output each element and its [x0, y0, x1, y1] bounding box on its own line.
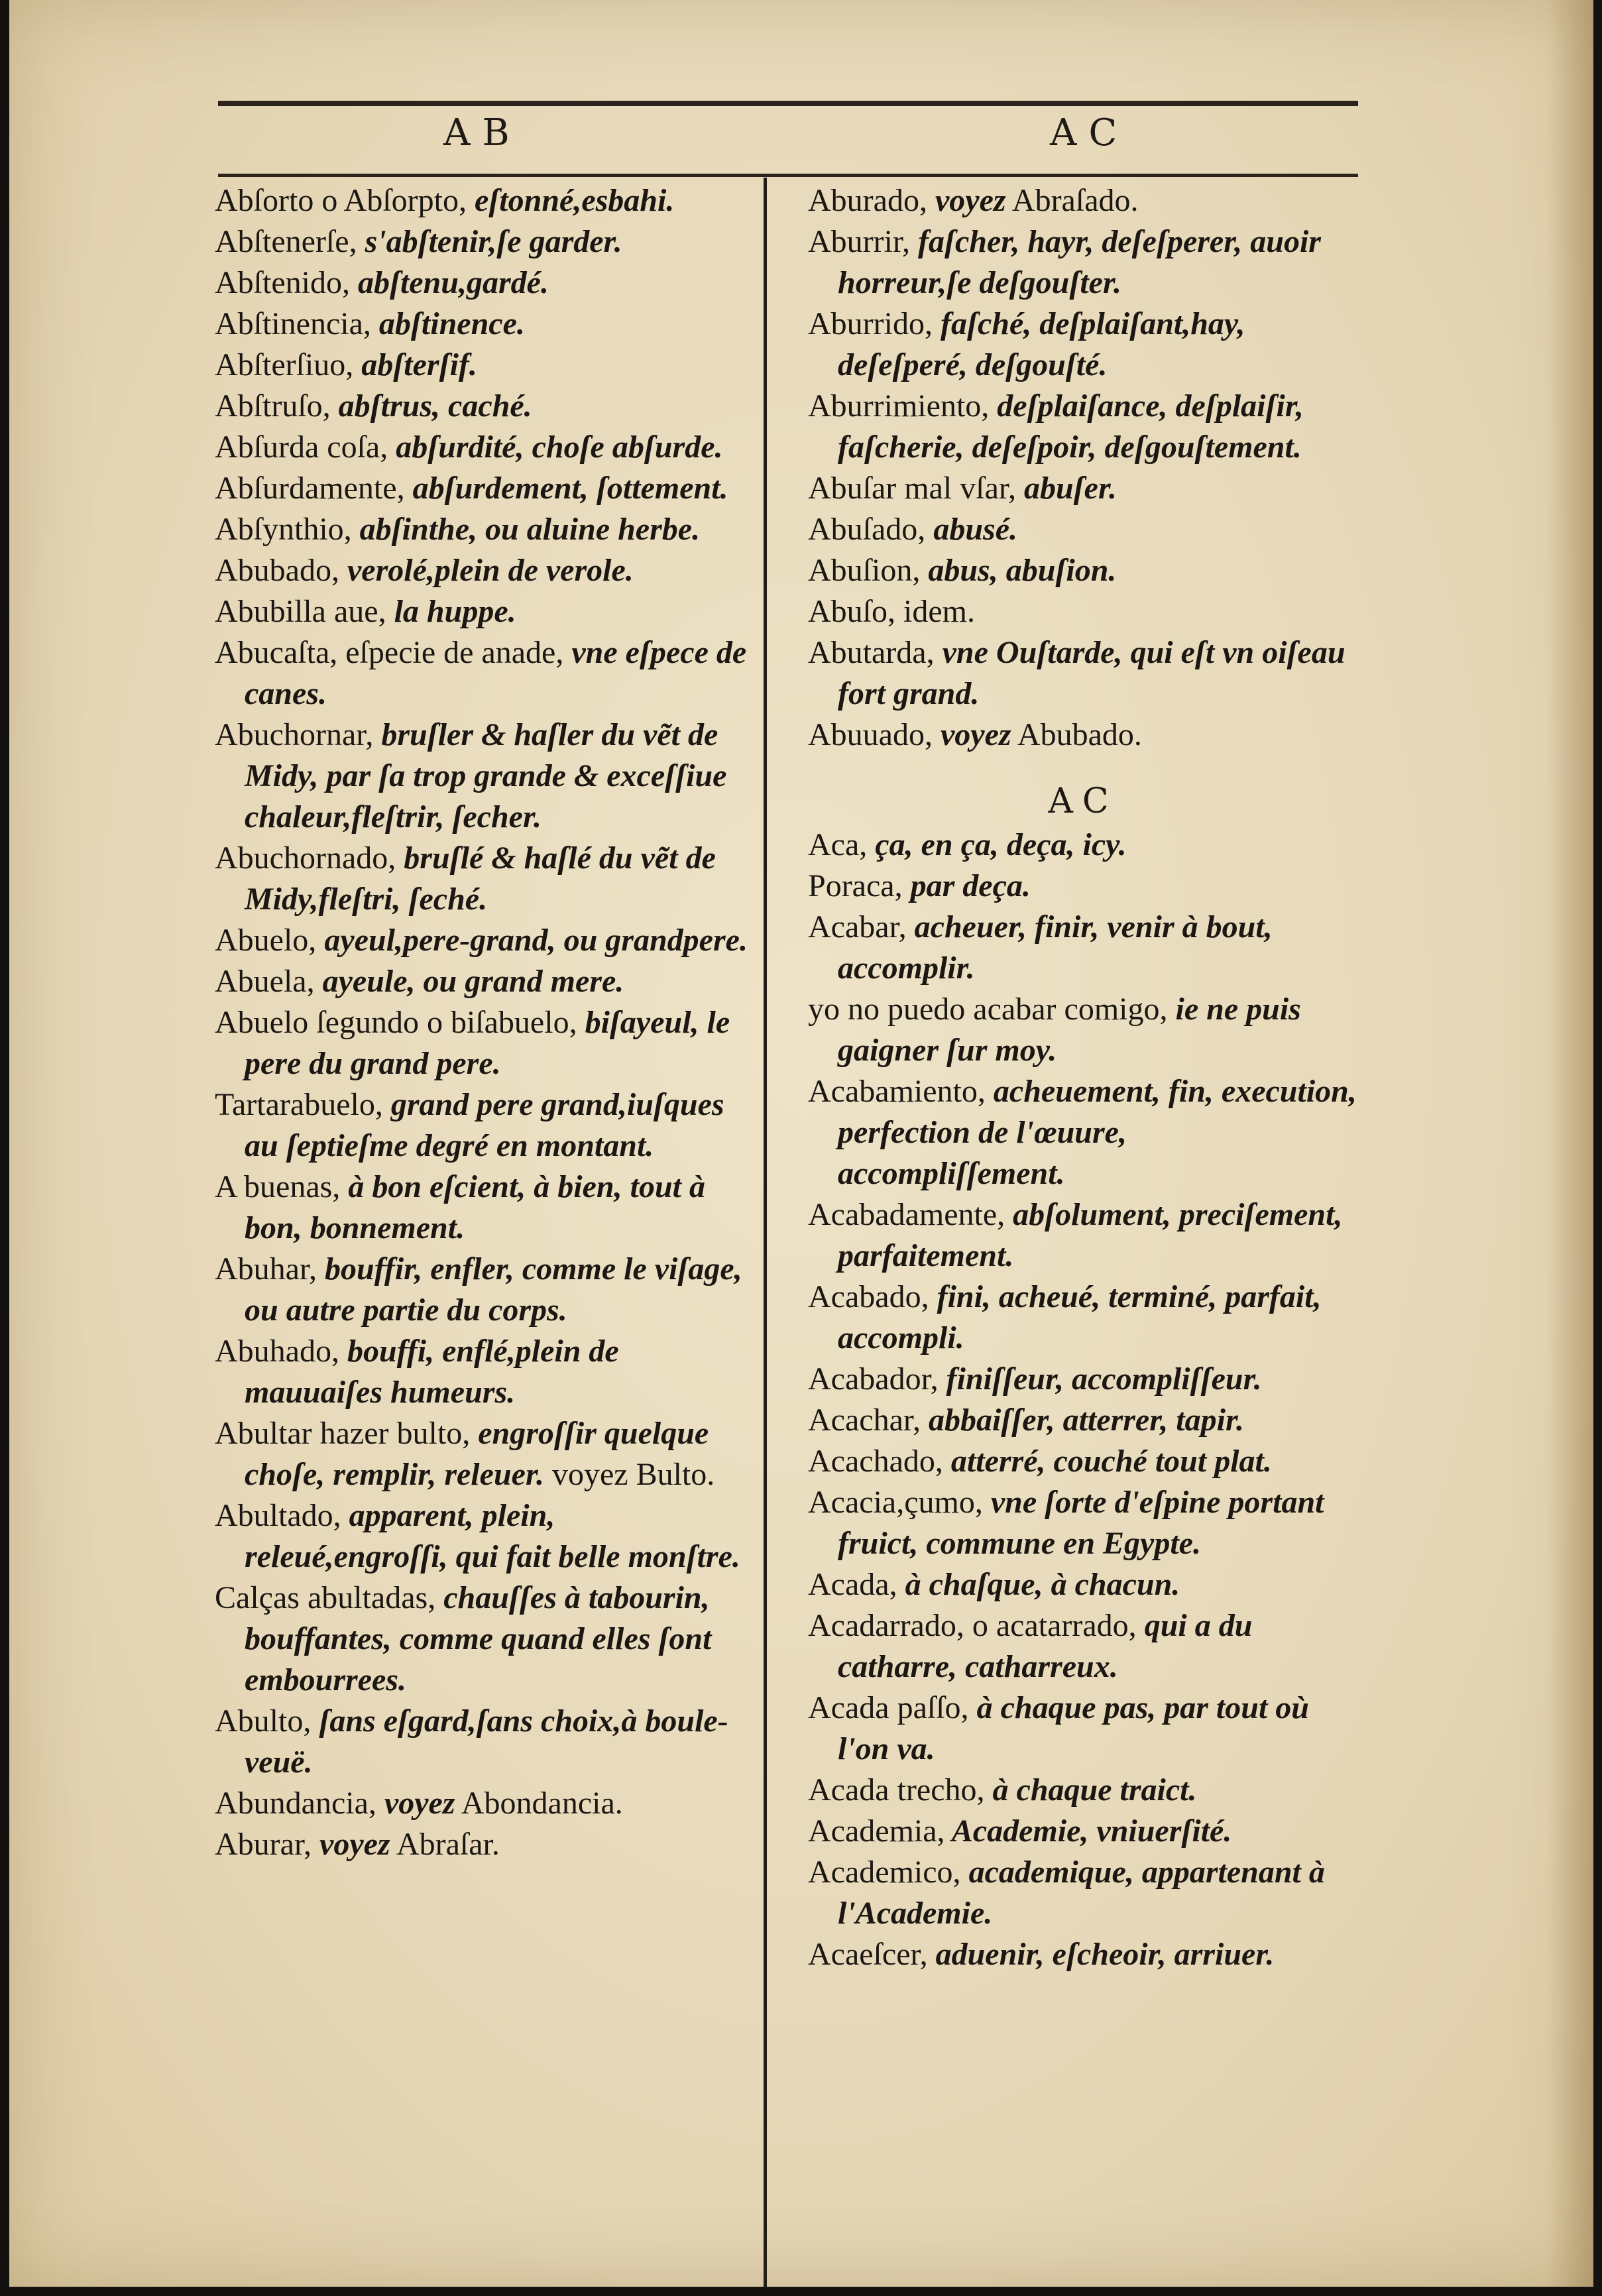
dictionary-entry — [808, 386, 1358, 468]
entry-gloss: par deça. — [902, 868, 1031, 903]
entry-gloss: qui a du catharre, catharreux. — [838, 1608, 1253, 1684]
entry-gloss: abus, abuſion. — [920, 553, 1117, 588]
entry-gloss: atterré, couché tout plat. — [943, 1444, 1272, 1479]
entry-headword: Abuſado, — [808, 512, 926, 547]
entry-headword: Abuchornar, — [215, 717, 374, 752]
entry-headword: Aburrido, — [808, 306, 933, 341]
entry-headword: Abuſion, — [808, 553, 921, 588]
entry-headword: Academia, — [808, 1813, 945, 1849]
dictionary-entry — [215, 1824, 758, 1865]
entry-gloss: abſurdité, choſe abſurde. — [388, 430, 723, 465]
dictionary-entry — [215, 1002, 758, 1084]
dictionary-entry — [808, 1359, 1358, 1400]
entry-cross-reference: Abraſado. — [1005, 183, 1139, 218]
entry-gloss: vne eſpece de canes. — [245, 635, 747, 711]
right-column-ac-entries — [808, 825, 1358, 1975]
dictionary-entry — [215, 1331, 758, 1413]
entry-gloss: fini, acheué, terminé, parfait, accompli. — [838, 1279, 1322, 1355]
dictionary-entry — [808, 1688, 1358, 1770]
entry-gloss: biſayeul, le pere du grand pere. — [245, 1005, 730, 1081]
entry-headword: Abuuado, — [808, 717, 933, 752]
dictionary-entry — [215, 468, 758, 509]
entry-gloss: finiſſeur, accompliſſeur. — [938, 1361, 1262, 1397]
dictionary-entry — [808, 866, 1358, 907]
entry-gloss: abſinthe, ou aluine herbe. — [351, 512, 701, 547]
dictionary-entry — [808, 1482, 1358, 1564]
entry-headword: Abubilla aue, — [215, 594, 386, 629]
entry-headword: Acaeſcer, — [808, 1937, 928, 1972]
entry-cross-reference: Abondancia. — [455, 1786, 623, 1821]
left-column — [215, 180, 758, 1865]
entry-headword: Abucaſta, eſpecie de anade, — [215, 635, 564, 670]
entry-gloss: bouffi, enflé,plein de mauuaiſes humeurs. — [245, 1334, 619, 1410]
entry-gloss: voyez — [932, 717, 1011, 752]
entry-gloss: bouffir, enfler, comme le viſage, ou autre partie du corps. — [245, 1251, 742, 1328]
entry-headword: Acacia,çumo, — [808, 1485, 983, 1520]
dictionary-entry — [215, 920, 758, 961]
entry-gloss: voyez — [312, 1827, 390, 1862]
entry-gloss: deſplaiſance, deſplaiſir, faſcherie, deſeſpoir, deſgouſtement. — [838, 388, 1304, 465]
dictionary-entry — [808, 1277, 1358, 1359]
entry-gloss: vne ſorte d'eſpine portant fruict, commune en Egypte. — [838, 1485, 1324, 1561]
dictionary-entry — [215, 221, 758, 262]
dictionary-entry — [808, 1194, 1358, 1277]
entry-headword: Abuchornado, — [215, 840, 396, 876]
entry-headword: Aburrimiento, — [808, 388, 990, 424]
entry-headword: Abſorto o Abſorpto, — [215, 183, 467, 218]
running-head-left: AB — [443, 111, 522, 154]
dictionary-entry — [808, 1852, 1358, 1934]
entry-gloss: abbaiſſer, atterrer, tapir. — [920, 1403, 1244, 1438]
dictionary-entry — [215, 427, 758, 468]
dictionary-entry — [215, 1701, 758, 1783]
dictionary-entry — [215, 345, 758, 386]
entry-gloss: abſurdement, ſottement. — [404, 471, 728, 506]
entry-headword: Abundancia, — [215, 1786, 376, 1821]
entry-headword: Abſterſiuo, — [215, 347, 354, 382]
header-underline-rule — [218, 174, 1358, 177]
dictionary-entry — [808, 907, 1358, 989]
entry-gloss: abſtenu,gardé. — [349, 265, 549, 300]
dictionary-entry — [215, 386, 758, 427]
entry-gloss: ça, en ça, deça, icy. — [867, 827, 1127, 862]
entry-gloss: bruſlé & haſlé du vẽt de Midy,fleſtri, ſeché. — [245, 840, 716, 917]
entry-gloss: ayeul,pere-grand, ou grandpere. — [316, 923, 748, 958]
dictionary-entry — [808, 1564, 1358, 1605]
dictionary-entry — [215, 304, 758, 345]
entry-headword: Acabadamente, — [808, 1197, 1005, 1232]
entry-headword: Aburado, — [808, 183, 927, 218]
dictionary-entry — [215, 1578, 758, 1701]
entry-headword: Aburrir, — [808, 224, 911, 259]
entry-gloss: faſcher, hayr, deſeſperer, auoir horreur,ſe deſgouſter. — [838, 224, 1321, 300]
entry-gloss: abſolument, preciſement, parfaitement. — [838, 1197, 1343, 1273]
entry-headword: Acadarrado, o acatarrado, — [808, 1608, 1137, 1643]
section-heading-ac: AC — [1048, 781, 1118, 821]
dictionary-entry — [808, 1441, 1358, 1482]
entry-gloss: la huppe. — [386, 594, 516, 629]
dictionary-entry — [215, 180, 758, 221]
entry-gloss: grand pere grand,iuſques au ſeptieſme degré en montant. — [245, 1087, 724, 1163]
entry-cross-reference: voyez Bulto. — [544, 1457, 715, 1492]
entry-headword: Acabamiento, — [808, 1074, 986, 1109]
running-head-right: AC — [1050, 111, 1129, 154]
dictionary-entry — [808, 1605, 1358, 1688]
entry-headword: Aca, — [808, 827, 868, 862]
entry-headword: Abuelo ſegundo o biſabuelo, — [215, 1005, 577, 1040]
dictionary-entry — [808, 180, 1358, 221]
entry-headword: Acada paſſo, — [808, 1690, 969, 1725]
entry-gloss: voyez — [376, 1786, 455, 1821]
entry-headword: Academico, — [808, 1855, 961, 1890]
entry-headword: Abſynthio, — [215, 512, 352, 547]
dictionary-entry — [808, 550, 1358, 591]
entry-headword: Acachado, — [808, 1444, 943, 1479]
entry-gloss: engroſſir quelque choſe, remplir, releuer. — [245, 1416, 709, 1492]
entry-headword: Abſtenerſe, — [215, 224, 357, 259]
entry-gloss: à bon eſcient, à bien, tout à bon, bonnement. — [245, 1169, 705, 1245]
dictionary-entry — [808, 304, 1358, 386]
dictionary-entry — [808, 509, 1358, 550]
dictionary-entry — [215, 632, 758, 715]
entry-headword: Abuſar mal vſar, — [808, 471, 1016, 506]
right-column — [808, 180, 1358, 1975]
entry-gloss: eſtonné,esbahi. — [467, 183, 675, 218]
entry-gloss: abſtinence. — [371, 306, 525, 341]
entry-gloss: vne Ouſtarde, qui eſt vn oiſeau fort grand. — [838, 635, 1345, 711]
dictionary-entry — [808, 468, 1358, 509]
entry-headword: Abſtenido, — [215, 265, 350, 300]
entry-gloss: abuſer. — [1015, 471, 1117, 506]
entry-gloss: ayeule, ou grand mere. — [314, 964, 624, 999]
entry-headword: Acada trecho, — [808, 1772, 985, 1808]
dictionary-entry — [215, 838, 758, 920]
entry-headword: Abuela, — [215, 964, 315, 999]
entry-gloss: verolé,plein de verole. — [339, 553, 634, 588]
entry-gloss: à chaſque, à chacun. — [897, 1567, 1180, 1602]
entry-gloss: Academie, vniuerſité. — [944, 1813, 1232, 1849]
entry-headword: Abſtinencia, — [215, 306, 371, 341]
dictionary-entry — [808, 1934, 1358, 1975]
entry-headword: Acachar, — [808, 1403, 921, 1438]
entry-gloss: faſché, deſplaiſant,hay, deſeſperé, deſgouſté. — [838, 306, 1245, 382]
entry-headword: Abuelo, — [215, 923, 317, 958]
entry-headword: Abſurdamente, — [215, 471, 405, 506]
dictionary-entry — [215, 1783, 758, 1824]
entry-gloss: ſans eſgard,ſans choix,à boule- veuë. — [245, 1703, 728, 1780]
book-page — [9, 0, 1593, 2287]
entry-gloss: voyez — [927, 183, 1006, 218]
dictionary-entry — [215, 1167, 758, 1249]
dictionary-entry — [215, 1084, 758, 1167]
entry-gloss: bruſler & haſler du vẽt de Midy, par ſa trop grande & exceſſiue chaleur,fleſtrir, ſecher. — [245, 717, 727, 834]
entry-gloss: abſterſif. — [353, 347, 477, 382]
entry-gloss: à chaque traict. — [984, 1772, 1197, 1808]
dictionary-entry — [808, 825, 1358, 866]
dictionary-entry — [808, 221, 1358, 304]
entry-headword: Abuſo, idem. — [808, 594, 975, 629]
entry-gloss: academique, appartenant à l'Academie. — [838, 1855, 1325, 1931]
entry-headword: Abubado, — [215, 553, 339, 588]
right-column-ab-entries — [808, 180, 1358, 756]
dictionary-entry — [808, 591, 1358, 632]
dictionary-entry — [215, 1249, 758, 1331]
entry-headword: Abutarda, — [808, 635, 935, 670]
entry-gloss: ie ne puis gaigner ſur moy. — [838, 992, 1301, 1068]
entry-headword: yo no puedo acabar comigo, — [808, 992, 1168, 1027]
entry-headword: Tartarabuelo, — [215, 1087, 383, 1122]
entry-gloss: aduenir, eſcheoir, arriuer. — [927, 1937, 1275, 1972]
entry-headword: Abuhar, — [215, 1251, 317, 1287]
entry-gloss: acheuer, finir, venir à bout, accomplir. — [838, 909, 1273, 986]
entry-headword: Abſurda coſa, — [215, 430, 388, 465]
entry-headword: A buenas, — [215, 1169, 341, 1204]
dictionary-entry — [215, 1413, 758, 1495]
dictionary-entry — [808, 1400, 1358, 1441]
page-gutter-shadow — [1547, 0, 1593, 2287]
dictionary-entry — [215, 591, 758, 632]
dictionary-entry — [215, 961, 758, 1002]
dictionary-entry — [808, 989, 1358, 1071]
header-rule — [218, 101, 1358, 106]
entry-gloss: s'abſtenir,ſe garder. — [357, 224, 622, 259]
entry-headword: Acabado, — [808, 1279, 929, 1314]
dictionary-entry — [215, 550, 758, 591]
entry-headword: Abultar hazer bulto, — [215, 1416, 471, 1451]
dictionary-entry — [808, 1770, 1358, 1811]
dictionary-entry — [808, 632, 1358, 715]
entry-gloss: à chaque pas, par tout où l'on va. — [838, 1690, 1309, 1766]
entry-headword: Acada, — [808, 1567, 897, 1602]
entry-cross-reference: Abraſar. — [390, 1827, 500, 1862]
entry-cross-reference: Abubado. — [1011, 717, 1142, 752]
entry-headword: Calças abultadas, — [215, 1580, 436, 1615]
entry-gloss: abusé. — [925, 512, 1017, 547]
dictionary-entry — [215, 715, 758, 838]
entry-gloss: abſtrus, caché. — [330, 388, 532, 424]
entry-headword: Acabador, — [808, 1361, 939, 1397]
entry-headword: Poraca, — [808, 868, 903, 903]
dictionary-entry — [215, 509, 758, 550]
dictionary-entry — [808, 715, 1358, 756]
entry-headword: Abuhado, — [215, 1334, 339, 1369]
column-divider — [764, 178, 767, 2287]
entry-gloss: chauſſes à tabourin, bouffantes, comme quand elles ſont embourrees. — [245, 1580, 712, 1697]
entry-gloss: acheuement, fin, execution, perfection de l'œuure, accompliſſement. — [838, 1074, 1357, 1191]
entry-headword: Abultado, — [215, 1498, 341, 1533]
dictionary-entry — [808, 1811, 1358, 1852]
entry-gloss: apparent, plein, releué,engroſſi, qui fait belle monſtre. — [245, 1498, 740, 1574]
entry-headword: Aburar, — [215, 1827, 312, 1862]
entry-headword: Abulto, — [215, 1703, 312, 1739]
dictionary-entry — [215, 1495, 758, 1578]
dictionary-entry — [808, 1071, 1358, 1194]
entry-headword: Abſtruſo, — [215, 388, 331, 424]
entry-headword: Acabar, — [808, 909, 907, 945]
dictionary-entry — [215, 262, 758, 304]
